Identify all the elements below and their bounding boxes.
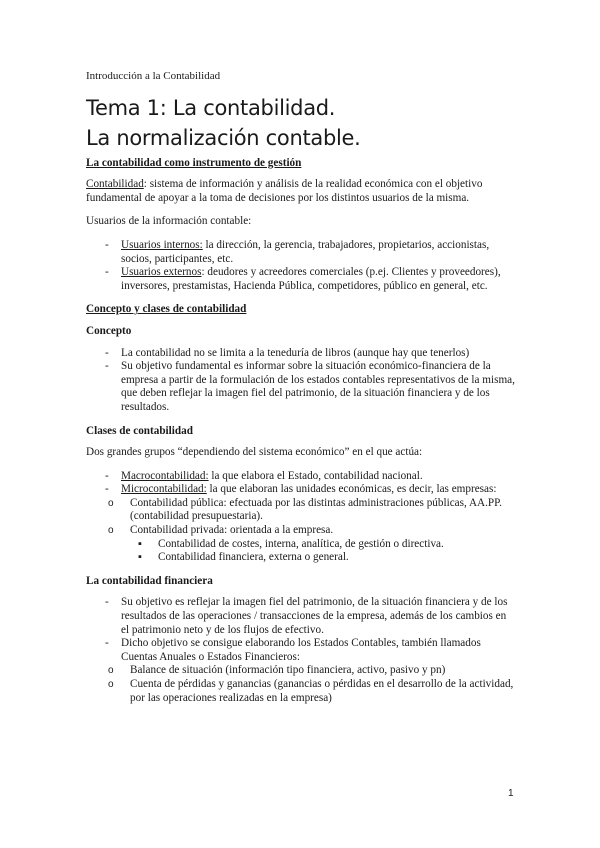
list-item bbox=[86, 483, 516, 497]
list-item: - La contabilidad no se limita a la teneduría de libros (aunque hay que tenerlos) bbox=[86, 347, 516, 361]
concepto-list bbox=[86, 347, 516, 415]
list-item: o Cuenta de pérdidas y ganancias (ganancias o pérdidas en el desarrollo de la actividad, por las operaciones realizadas en la empresa) bbox=[86, 678, 516, 705]
list-item bbox=[86, 266, 516, 293]
estados-sublist bbox=[86, 664, 516, 705]
section-heading-gestion: La contabilidad como instrumento de gestión bbox=[86, 156, 302, 169]
clases-list bbox=[86, 470, 516, 497]
section-heading-concepto-clases: Concepto y clases de contabilidad bbox=[86, 303, 247, 316]
macro-text: la que elabora el Estado, contabilidad nacional. bbox=[208, 469, 423, 482]
financiera-list bbox=[86, 596, 516, 664]
subheading-clases: Clases de contabilidad bbox=[86, 424, 193, 437]
users-internal-term: Usuarios internos: bbox=[121, 238, 203, 251]
list-item bbox=[86, 470, 516, 484]
page-title bbox=[86, 93, 516, 153]
list-item: - Su objetivo es reflejar la imagen fiel del patrimonio, de la situación financiera y de los resultados de las operaciones / transacciones de la empresa, además de los cambios en el patrimonio neto y de los flujos de efectivo. bbox=[86, 596, 516, 637]
users-external-text: : deudores y acreedores comerciales (p.ej. Clientes y proveedores), inversores, prestamistas, Hacienda Pública, competidores, público en general, etc. bbox=[121, 266, 501, 292]
list-item: o Contabilidad pública: efectuada por las distintas administraciones públicas, AA.PP. (contabilidad presupuestaria). bbox=[86, 497, 516, 524]
list-item bbox=[86, 239, 516, 266]
micro-term: Microcontabilidad: bbox=[121, 483, 207, 496]
users-internal-text: la dirección, la gerencia, trabajadores, propietarios, accionistas, socios, participantes, etc. bbox=[121, 238, 490, 265]
users-list bbox=[86, 239, 516, 293]
section-heading-financiera: La contabilidad financiera bbox=[86, 574, 213, 587]
page-number: 1 bbox=[508, 788, 514, 799]
users-intro: Usuarios de la información contable: bbox=[86, 215, 252, 228]
definition-term: Contabilidad bbox=[86, 178, 144, 191]
list-item: ▪ Contabilidad de costes, interna, analítica, de gestión o directiva. bbox=[86, 538, 516, 552]
privada-sublist bbox=[86, 538, 516, 565]
definition-text: : sistema de información y análisis de la realidad económica con el objetivo fundamental de apoyar a la toma de decisiones por los distintos usuarios de la misma. bbox=[86, 178, 483, 204]
list-item: - Dicho objetivo se consigue elaborando los Estados Contables, también llamados Cuentas Anuales o Estados Financieros: bbox=[86, 637, 516, 664]
micro-sublist-wrap bbox=[86, 497, 516, 565]
definition-paragraph bbox=[86, 178, 516, 205]
macro-term: Macrocontabilidad: bbox=[121, 469, 209, 482]
title-line-2: La normalización contable. bbox=[86, 125, 361, 150]
clases-intro: Dos grandes grupos “dependiendo del sistema económico” en el que actúa: bbox=[86, 446, 423, 459]
list-item: o Contabilidad privada: orientada a la empresa. bbox=[86, 524, 516, 538]
document-page bbox=[86, 70, 516, 705]
list-item: - Su objetivo fundamental es informar sobre la situación económico-financiera de la empresa a partir de la formulación de los estados contables representativos de la misma, que deben reflejar la imagen fiel del patrimonio, de la situación financiera y de los resultados. bbox=[86, 360, 516, 414]
list-item: ▪ Contabilidad financiera, externa o general. bbox=[86, 551, 516, 565]
title-line-1: Tema 1: La contabilidad. bbox=[86, 95, 336, 120]
users-external-term: Usuarios externos bbox=[121, 266, 202, 279]
micro-sublist bbox=[86, 497, 516, 538]
page-header: Introducción a la Contabilidad bbox=[86, 70, 221, 82]
subheading-concepto: Concepto bbox=[86, 324, 132, 337]
micro-text: la que elaboran las unidades económicas, es decir, las empresas: bbox=[206, 483, 497, 496]
list-item: o Balance de situación (información tipo financiera, activo, pasivo y pn) bbox=[86, 664, 516, 678]
